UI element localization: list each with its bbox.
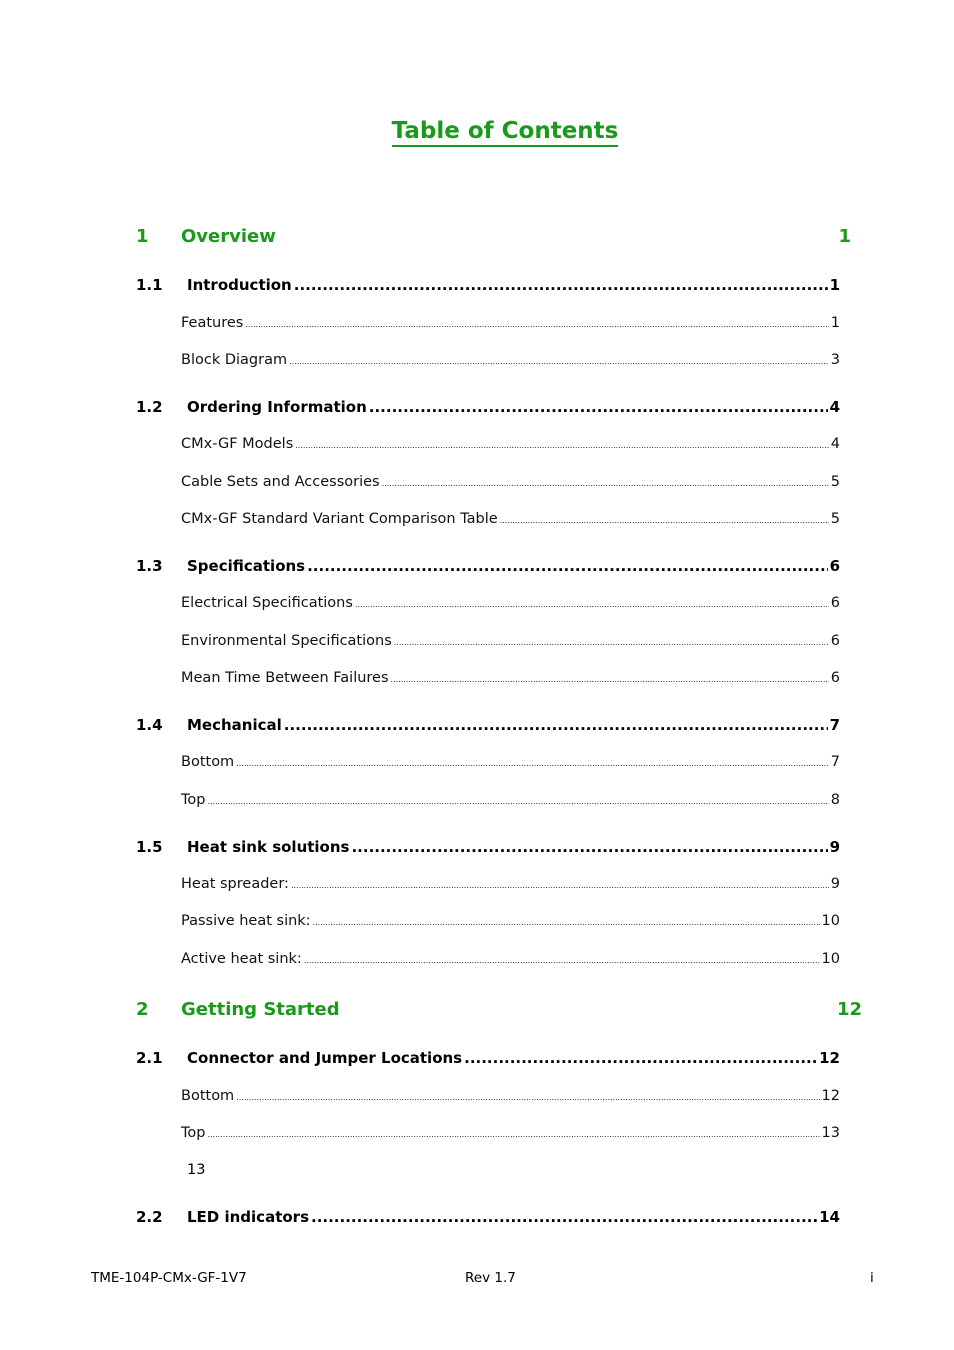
dot-leader — [307, 557, 827, 575]
section-title: Specifications — [187, 557, 306, 575]
section-title: Heat sink solutions — [187, 838, 350, 856]
dot-leader — [382, 474, 829, 490]
dot-leader — [391, 670, 829, 686]
dot-leader — [351, 838, 827, 856]
toc-entry-features[interactable] — [181, 315, 840, 331]
section-page: 14 — [819, 1208, 840, 1226]
section-number: 2.2 — [136, 1208, 163, 1226]
entry-title: Block Diagram — [181, 352, 288, 368]
footer-doc-id: TME-104P-CMx-GF-1V7 — [91, 1270, 247, 1286]
dot-leader — [500, 511, 829, 527]
entry-page: 8 — [830, 792, 840, 808]
entry-page: 1 — [830, 315, 840, 331]
dot-leader — [304, 951, 820, 967]
entry-title: Top — [181, 1125, 206, 1141]
entry-title: Mean Time Between Failures — [181, 670, 389, 686]
entry-page: 7 — [830, 754, 840, 770]
toc-section-1-3[interactable] — [136, 557, 840, 575]
entry-title: Cable Sets and Accessories — [181, 474, 380, 490]
toc-entry-cable-sets[interactable] — [181, 474, 840, 490]
chapter-page: 1 — [838, 226, 851, 247]
entry-title: Features — [181, 315, 244, 331]
toc-entry-passive-heat-sink[interactable] — [181, 913, 840, 929]
section-title: Introduction — [187, 276, 292, 294]
dot-leader — [291, 876, 829, 892]
dot-leader — [236, 1088, 819, 1104]
section-page: 6 — [829, 557, 840, 575]
section-page: 9 — [829, 838, 840, 856]
entry-title: Electrical Specifications — [181, 595, 353, 611]
section-title: Mechanical — [187, 716, 282, 734]
entry-page: 9 — [830, 876, 840, 892]
section-number: 1.2 — [136, 398, 163, 416]
stray-page-number: 13 — [187, 1162, 206, 1178]
dot-leader — [313, 913, 820, 929]
entry-page: 12 — [821, 1088, 840, 1104]
dot-leader — [289, 352, 829, 368]
toc-entry-active-heat-sink[interactable] — [181, 951, 840, 967]
toc-section-2-2[interactable] — [136, 1208, 840, 1226]
toc-section-1-1[interactable] — [136, 276, 840, 294]
section-number: 1.5 — [136, 838, 163, 856]
section-page: 12 — [819, 1049, 840, 1067]
toc-entry-variant-comparison[interactable] — [181, 511, 840, 527]
chapter-title: Getting Started — [181, 999, 340, 1020]
dot-leader — [245, 315, 828, 331]
toc-entry-mtbf[interactable] — [181, 670, 840, 686]
chapter-page: 12 — [836, 999, 862, 1020]
entry-title: CMx-GF Standard Variant Comparison Table — [181, 511, 498, 527]
section-number: 1.3 — [136, 557, 163, 575]
dot-leader — [207, 1125, 819, 1141]
dot-leader — [294, 276, 828, 294]
toc-entry-bottom[interactable] — [181, 754, 840, 770]
footer-page-number: i — [870, 1270, 874, 1286]
dot-leader — [355, 595, 829, 611]
toc-entry-electrical[interactable] — [181, 595, 840, 611]
entry-page: 4 — [830, 436, 840, 452]
section-page: 1 — [829, 276, 840, 294]
section-number: 1.1 — [136, 276, 163, 294]
dot-leader — [394, 633, 829, 649]
section-number: 2.1 — [136, 1049, 163, 1067]
entry-title: Bottom — [181, 1088, 235, 1104]
entry-page: 10 — [821, 951, 840, 967]
toc-entry-environmental[interactable] — [181, 633, 840, 649]
entry-title: Bottom — [181, 754, 235, 770]
entry-page: 13 — [821, 1125, 840, 1141]
toc-entry-heat-spreader[interactable] — [181, 876, 840, 892]
entry-page: 5 — [830, 511, 840, 527]
section-number: 1.4 — [136, 716, 163, 734]
entry-page: 6 — [830, 670, 840, 686]
entry-page: 10 — [821, 913, 840, 929]
section-title: Ordering Information — [187, 398, 367, 416]
dot-leader — [207, 792, 828, 808]
toc-entry-top[interactable] — [181, 792, 840, 808]
dot-leader — [284, 716, 828, 734]
chapter-number: 1 — [136, 226, 149, 247]
dot-leader — [236, 754, 829, 770]
footer-revision: Rev 1.7 — [465, 1270, 516, 1286]
section-title: Connector and Jumper Locations — [187, 1049, 463, 1067]
toc-entry-models[interactable] — [181, 436, 840, 452]
entry-title: Passive heat sink: — [181, 913, 311, 929]
toc-section-1-2[interactable] — [136, 398, 840, 416]
toc-entry-top-2[interactable] — [181, 1125, 840, 1141]
entry-page: 5 — [830, 474, 840, 490]
toc-entry-bottom-2[interactable] — [181, 1088, 840, 1104]
dot-leader — [295, 436, 829, 452]
entry-title: Active heat sink: — [181, 951, 302, 967]
toc-section-1-5[interactable] — [136, 838, 840, 856]
entry-page: 6 — [830, 633, 840, 649]
toc-entry-block-diagram[interactable] — [181, 352, 840, 368]
section-title: LED indicators — [187, 1208, 309, 1226]
section-page: 4 — [829, 398, 840, 416]
section-page: 7 — [829, 716, 840, 734]
entry-title: CMx-GF Models — [181, 436, 294, 452]
entry-page: 3 — [830, 352, 840, 368]
chapter-title: Overview — [181, 226, 276, 247]
toc-section-1-4[interactable] — [136, 716, 840, 734]
entry-title: Top — [181, 792, 206, 808]
entry-title: Environmental Specifications — [181, 633, 392, 649]
page-title: Table of Contents — [0, 118, 954, 144]
chapter-number: 2 — [136, 999, 149, 1020]
dot-leader — [369, 398, 828, 416]
dot-leader — [464, 1049, 817, 1067]
dot-leader — [311, 1208, 817, 1226]
entry-title: Heat spreader: — [181, 876, 289, 892]
entry-page: 6 — [830, 595, 840, 611]
toc-section-2-1[interactable] — [136, 1049, 840, 1067]
